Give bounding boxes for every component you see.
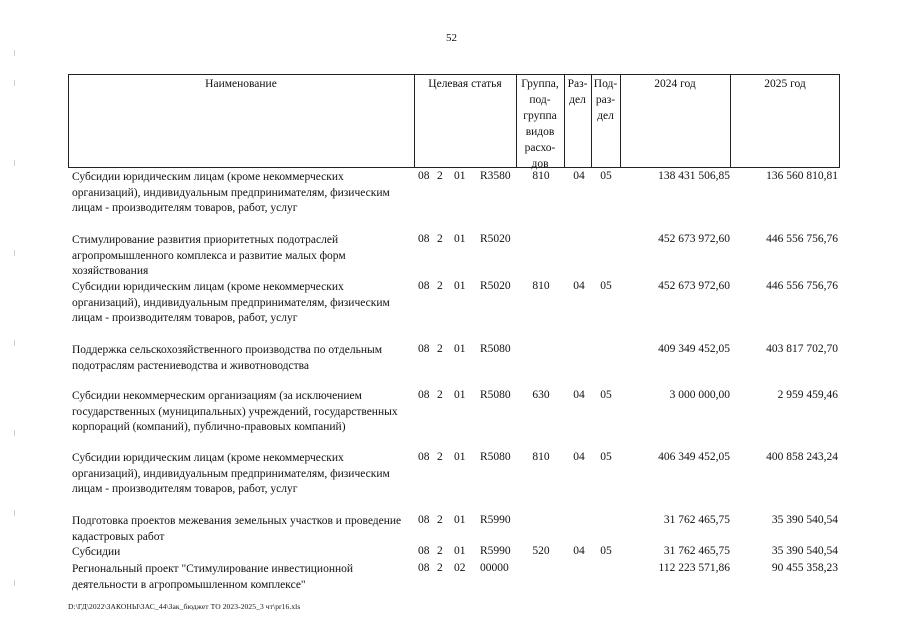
row-name: Региональный проект "Стимулирование инвестиционной деятельности в агропромышленном комплексе": [72, 563, 354, 591]
row-name: Подготовка проектов межевания земельных участков и проведение кадастровых работ: [72, 515, 402, 543]
row-name: Субсидии юридическим лицам (кроме некоммерческих организаций), индивидуальным предпринимателям, физическим лицам - производителям товаров, работ, услуг: [72, 171, 390, 214]
row-2025: 400 858 243,24: [766, 451, 838, 463]
row-group: 810: [532, 170, 550, 182]
row-section: 04: [573, 170, 585, 182]
row-name: Стимулирование развития приоритетных подотраслей агропромышленного комплекса и развитие малых форм хозяйствования: [72, 234, 346, 277]
page-number: 52: [446, 32, 457, 44]
header-group: Группа, под- группа видов расхо- дов: [521, 78, 559, 170]
row-2024: 452 673 972,60: [658, 280, 730, 292]
header-2024: 2024 год: [654, 78, 696, 90]
footer-file-path: D:\ГД\2022\ЗАКОНЫ\ЗАС_44\Зак_бюджет ТО 2023-2025_3 чт\pr16.xls: [68, 602, 301, 611]
row-subsection: 05: [600, 170, 612, 182]
header-subsection: Под- раз- дел: [593, 78, 618, 122]
row-subsection: 05: [600, 389, 612, 401]
row-2025: 403 817 702,70: [766, 343, 838, 355]
row-group: 810: [532, 451, 550, 463]
row-2025: 90 455 358,23: [771, 562, 838, 574]
row-section: 04: [573, 389, 585, 401]
row-2024: 3 000 000,00: [669, 389, 730, 401]
row-2025: 35 390 540,54: [771, 514, 838, 526]
header-2025: 2025 год: [764, 78, 806, 90]
header-name: Наименование: [205, 78, 277, 90]
row-name: Субсидии: [72, 546, 121, 558]
row-name: Субсидии юридическим лицам (кроме некоммерческих организаций), индивидуальным предпринимателям, физическим лицам - производителям товаров, работ, услуг: [72, 452, 390, 495]
row-2024: 112 223 571,86: [658, 562, 730, 574]
row-2024: 409 349 452,05: [658, 343, 730, 355]
row-2024: 452 673 972,60: [658, 233, 730, 245]
row-section: 04: [573, 280, 585, 292]
row-2025: 446 556 756,76: [766, 280, 838, 292]
row-2025: 136 560 810,81: [766, 170, 838, 182]
row-section: 04: [573, 451, 585, 463]
row-group: 810: [532, 280, 550, 292]
row-section: 04: [573, 545, 585, 557]
row-2024: 31 762 465,75: [663, 514, 730, 526]
row-2024: 31 762 465,75: [663, 545, 730, 557]
scan-margin-marks: [14, 40, 16, 600]
row-2024: 138 431 506,85: [658, 170, 730, 182]
row-2024: 406 349 452,05: [658, 451, 730, 463]
row-subsection: 05: [600, 280, 612, 292]
row-2025: 2 959 459,46: [777, 389, 838, 401]
header-target: Целевая статья: [428, 78, 502, 90]
row-subsection: 05: [600, 451, 612, 463]
row-name: Субсидии некоммерческим организациям (за исключением государственных (муниципальных) учреждений, государственных корпораций (компаний), публично-правовых компаний): [72, 390, 398, 433]
row-group: 520: [532, 545, 550, 557]
header-section: Раз- дел: [567, 78, 588, 106]
row-name: Субсидии юридическим лицам (кроме некоммерческих организаций), индивидуальным предпринимателям, физическим лицам - производителям товаров, работ, услуг: [72, 281, 390, 324]
row-subsection: 05: [600, 545, 612, 557]
row-2025: 446 556 756,76: [766, 233, 838, 245]
row-group: 630: [532, 389, 550, 401]
row-2025: 35 390 540,54: [771, 545, 838, 557]
row-name: Поддержка сельскохозяйственного производства по отдельным подотраслям растениеводства и животноводства: [72, 344, 382, 372]
